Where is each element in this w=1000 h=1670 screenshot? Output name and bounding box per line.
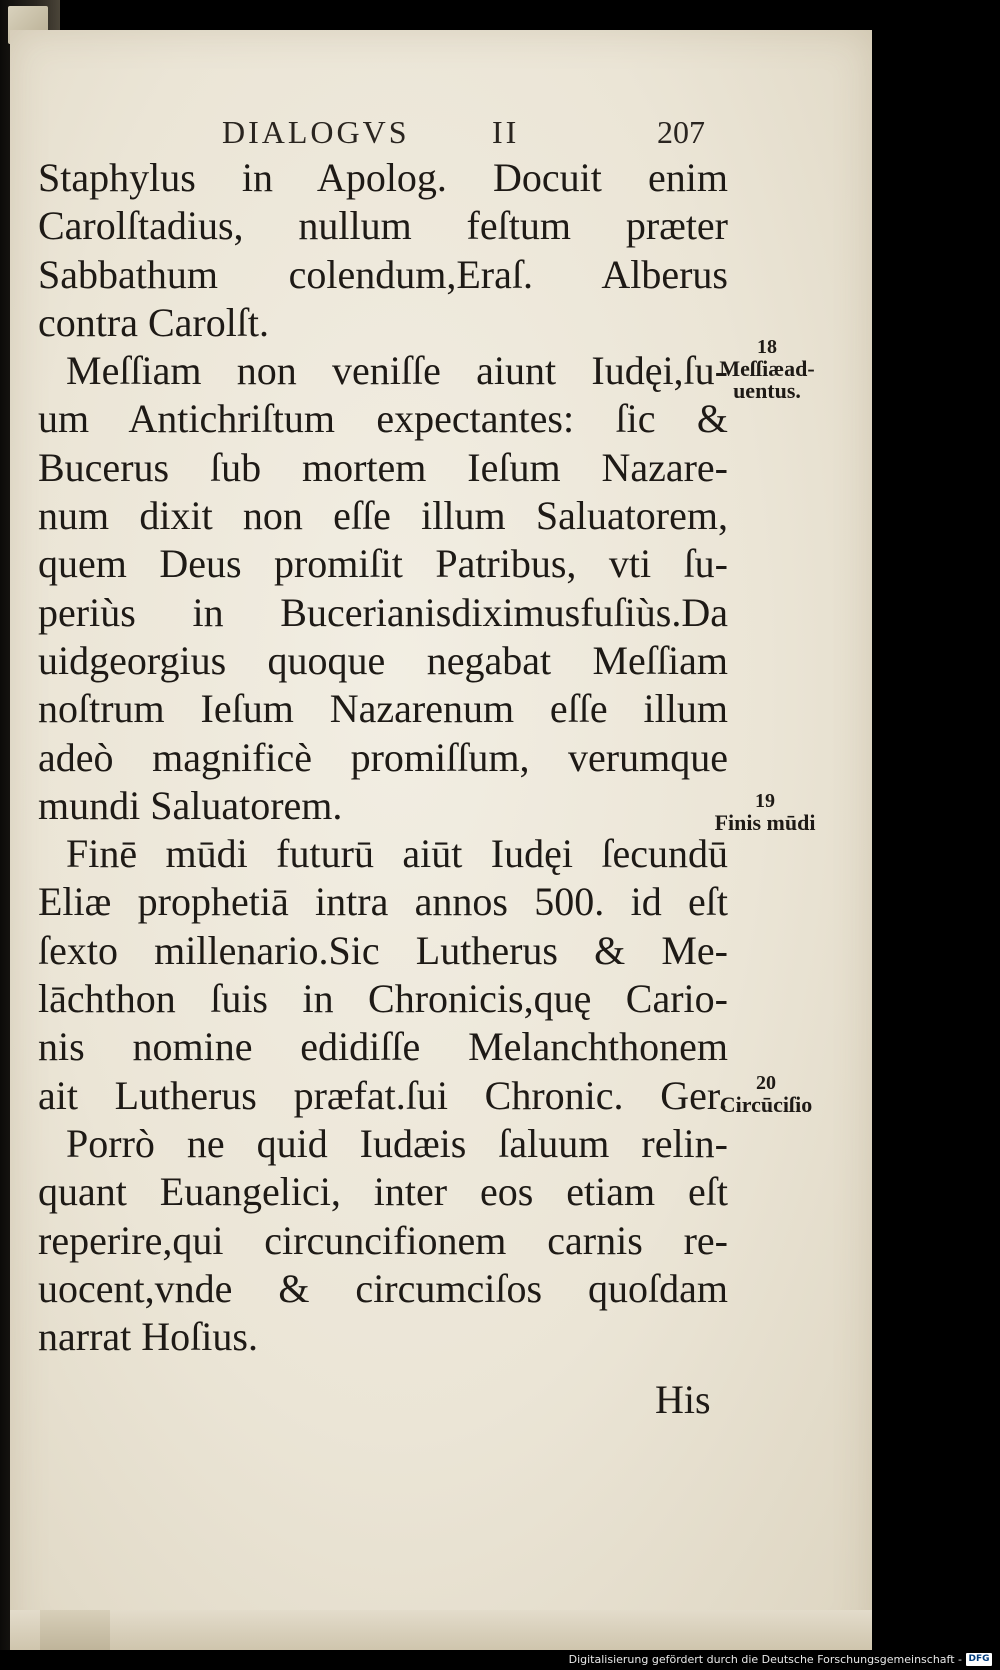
margin-note-label: Finis mūdi xyxy=(714,810,816,835)
text-line: noſtrum Ieſum Nazarenum eſſe illum xyxy=(38,686,728,732)
text-line: Porrò ne quid Iudæis ſaluum relin- xyxy=(66,1120,728,1166)
running-head-part: II xyxy=(492,114,520,150)
text-line: num dixit non eſſe illum Saluatorem, xyxy=(38,493,728,539)
text-line: quem Deus promiſit Patribus, vti ſu- xyxy=(38,541,728,587)
text-line: Bucerus ſub mortem Ieſum Nazare- xyxy=(38,444,728,490)
text-line: Finē mūdi futurū aiūt Iudęi ſecundū xyxy=(66,831,728,877)
text-line: Staphylus in Apolog. Docuit enim xyxy=(38,155,728,200)
margin-note-18 xyxy=(712,336,822,402)
text-line: quant Euangelici, inter eos etiam eſt xyxy=(38,1169,728,1215)
text-line: Meſſiam non veniſſe aiunt Iudęi,ſu- xyxy=(66,348,728,394)
text-line: Eliæ prophetiā intra annos 500. id eſt xyxy=(38,879,728,925)
text-line: uidgeorgius quoque negabat Meſſiam xyxy=(38,637,728,683)
text-line: Carolſtadius, nullum feſtum præter xyxy=(38,203,728,249)
body-text xyxy=(38,154,728,1361)
text-line: ait Lutherus præfat.ſui Chronic. Ger. xyxy=(38,1072,728,1118)
margin-note-number: 19 xyxy=(755,790,775,812)
text-line: nis nomine edidiſſe Melanchthonem xyxy=(38,1024,728,1070)
running-head xyxy=(222,114,722,154)
margin-note-20 xyxy=(710,1072,822,1116)
digitization-footer xyxy=(0,1650,1000,1670)
margin-note-19 xyxy=(706,790,824,834)
text-line: mundi Saluatorem. xyxy=(38,782,343,828)
footer-credit: Digitalisierung gefördert durch die Deutsche Forschungsgemeinschaft - xyxy=(568,1653,962,1666)
text-line: ſexto millenario.Sic Lutherus & Me- xyxy=(38,927,728,973)
margin-note-number: 18 xyxy=(757,336,777,358)
margin-note-label: Meſſiæad- xyxy=(719,356,815,381)
text-line: um Antichriſtum expectantes: ſic & xyxy=(38,396,728,442)
text-line: narrat Hoſius. xyxy=(38,1314,258,1360)
margin-note-label: Circūciſio xyxy=(719,1092,813,1117)
running-head-title: DIALOGVS xyxy=(222,114,410,150)
margin-note-number: 20 xyxy=(756,1072,776,1094)
catchword: His xyxy=(655,1377,711,1422)
page-bottom-tab xyxy=(40,1610,110,1650)
text-line: reperire,qui circuncifionem carnis re- xyxy=(38,1217,728,1263)
text-line: Sabbathum colendum,Eraſ. Alberus xyxy=(38,251,728,297)
page-number: 207 xyxy=(657,114,705,150)
text-line: periùs in Bucerianisdiximusfuſiùs.Da xyxy=(38,589,728,635)
text-line: contra Carolſt. xyxy=(38,299,270,345)
text-line: uocent,vnde & circumciſos quoſdam xyxy=(38,1265,728,1311)
text-line: lāchthon ſuis in Chronicis,quę Cario- xyxy=(38,976,728,1022)
page-bottom-edge xyxy=(10,1610,872,1650)
dfg-logo: DFG xyxy=(966,1653,992,1666)
text-line: adeò magnificè promiſſum, verumque xyxy=(38,734,728,780)
margin-note-label: uentus. xyxy=(733,378,801,403)
